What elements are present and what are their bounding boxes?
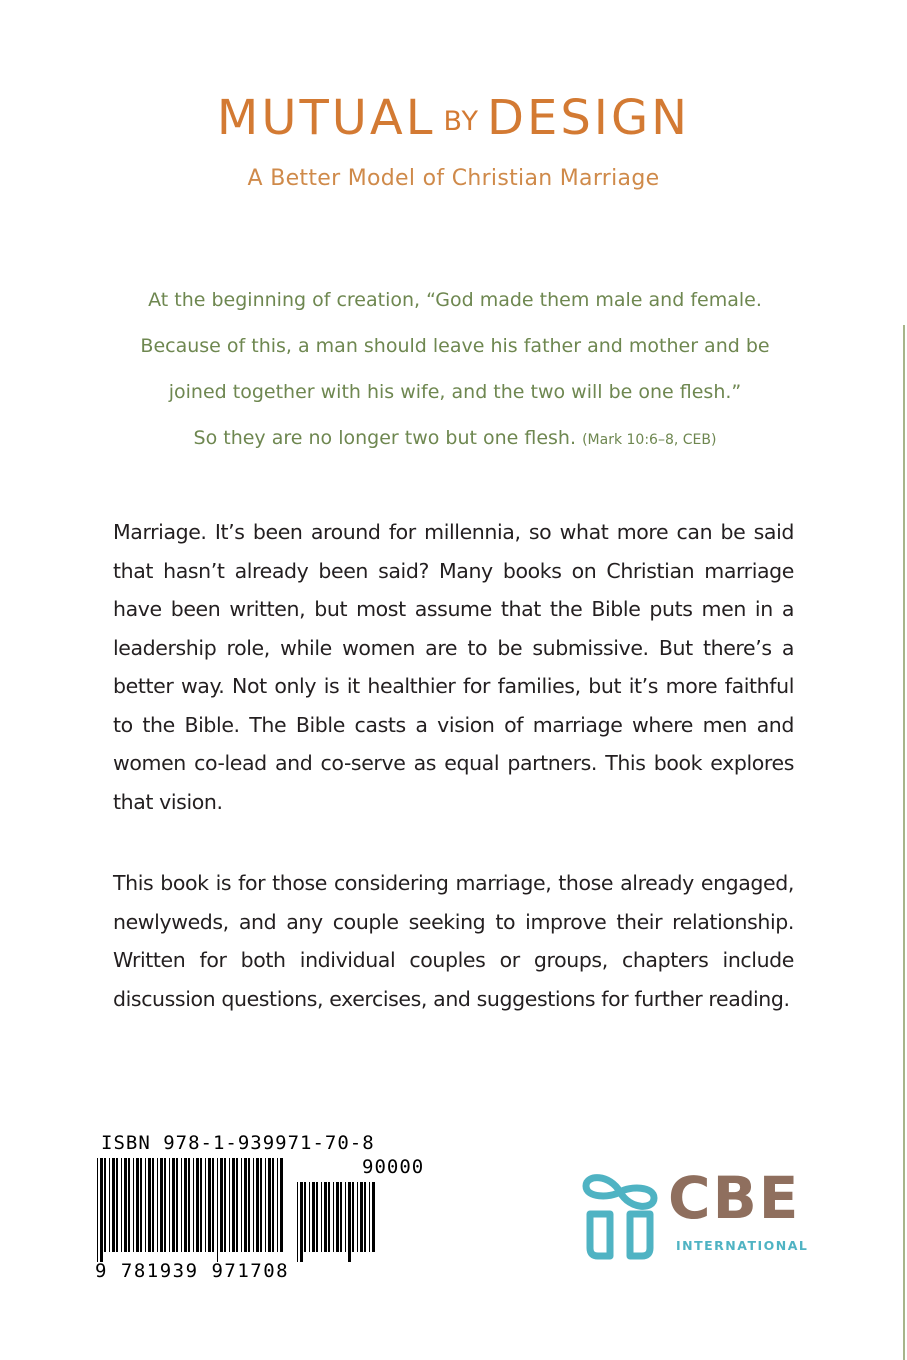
barcode-bar xyxy=(345,1182,346,1252)
barcode-bar xyxy=(152,1158,154,1252)
barcode-bar xyxy=(369,1182,370,1252)
description-paragraph-2: This book is for those considering marriage, those already engaged, newlyweds, and any couple seeking to improve their relationship. Written for both individual couples or groups, chapters include discussion questions, exercises, and suggestions for further reading. xyxy=(113,871,794,1011)
barcode-bar xyxy=(265,1158,266,1252)
title-by: BY xyxy=(443,106,480,137)
publisher-logo xyxy=(580,1164,820,1268)
barcode-bar xyxy=(140,1158,142,1252)
barcode-bar xyxy=(200,1158,202,1252)
barcode-bar xyxy=(312,1182,315,1252)
barcode-bar xyxy=(224,1158,226,1252)
barcode-bar xyxy=(333,1182,334,1252)
barcode-bar xyxy=(208,1158,211,1252)
isbn-label: ISBN 978-1-939971-70-8 xyxy=(101,1132,375,1154)
barcode-bar xyxy=(212,1158,214,1252)
barcode-bar xyxy=(236,1158,238,1252)
barcode-bar xyxy=(309,1182,310,1252)
spine-edge-line xyxy=(903,325,905,1360)
barcode-bar xyxy=(176,1158,178,1252)
barcode-bar xyxy=(128,1158,130,1252)
barcode-bar xyxy=(157,1158,158,1252)
barcode-bar xyxy=(193,1158,194,1252)
barcode-bar xyxy=(116,1158,118,1252)
quote-citation: (Mark 10:6–8, CEB) xyxy=(582,432,717,448)
barcode-bar xyxy=(184,1158,187,1252)
scripture-quote xyxy=(85,277,825,463)
barcode-bar xyxy=(232,1158,235,1252)
book-title xyxy=(0,90,907,146)
barcode-bar xyxy=(253,1158,254,1252)
description-paragraph-1: Marriage. It’s been around for millennia, so what more can be said that hasn’t already been said? Many books on Christian marriage have been written, but most assume that the Bible puts men in a leadership role, while women are to be submissive. But there’s a better way. Not only is it healthier for families, but it’s more faithful to the Bible. The Bible casts a vision of marriage where men and women co-lead and co-serve as equal partners. This book explores that vision. xyxy=(113,520,794,814)
ean-digits: 9 781939 971708 xyxy=(95,1260,290,1282)
barcode-bar xyxy=(229,1158,230,1252)
barcode-bar xyxy=(357,1182,358,1252)
barcode-bar xyxy=(268,1158,271,1252)
barcode-bar xyxy=(188,1158,190,1252)
barcode-bar xyxy=(340,1182,342,1252)
barcode-bar xyxy=(321,1182,322,1252)
barcode-bar xyxy=(121,1158,122,1252)
barcode-bar xyxy=(280,1158,283,1252)
barcode-bar xyxy=(324,1182,327,1252)
barcode-bar xyxy=(256,1158,259,1252)
quote-line-4 xyxy=(85,415,825,463)
barcode-bar xyxy=(169,1158,170,1252)
barcode-bar xyxy=(205,1158,206,1252)
barcode-bar xyxy=(148,1158,151,1252)
barcode-bar xyxy=(145,1158,146,1252)
barcode-bar xyxy=(260,1158,262,1252)
barcode-bar xyxy=(348,1182,351,1262)
barcode-bar xyxy=(304,1182,306,1252)
barcode-bar xyxy=(316,1182,318,1252)
barcode-bar xyxy=(328,1182,330,1252)
quote-line-2: Because of this, a man should leave his father and mother and be xyxy=(140,335,770,357)
barcode-bar xyxy=(272,1158,274,1252)
ean-barcode-bars xyxy=(95,1158,285,1262)
title-design: DESIGN xyxy=(487,90,691,146)
barcode-bar xyxy=(244,1158,247,1252)
barcode-bar xyxy=(181,1158,182,1252)
barcode-bar xyxy=(220,1158,223,1252)
barcode-bar xyxy=(160,1158,163,1252)
price-code: 90000 xyxy=(362,1156,425,1178)
barcode-bar xyxy=(172,1158,175,1252)
barcode-bar xyxy=(100,1158,103,1262)
barcode-bar xyxy=(97,1158,98,1262)
barcode-bar xyxy=(248,1158,250,1252)
barcode-bar xyxy=(164,1158,166,1252)
barcode-bar xyxy=(300,1182,303,1262)
barcode-bar xyxy=(112,1158,115,1252)
barcode-bar xyxy=(297,1182,298,1262)
isbn-barcode xyxy=(95,1132,425,1282)
quote-line-1: At the beginning of creation, “God made them male and female. xyxy=(148,289,762,311)
addon-barcode-bars xyxy=(295,1182,379,1262)
barcode-bar xyxy=(372,1182,375,1252)
book-subtitle: A Better Model of Christian Marriage xyxy=(247,166,660,191)
cbe-mark-icon xyxy=(580,1168,660,1264)
publisher-subname: INTERNATIONAL xyxy=(676,1238,809,1253)
barcode-bar xyxy=(241,1158,242,1252)
quote-line-3: joined together with his wife, and the two will be one flesh.” xyxy=(168,381,742,403)
barcode-bar xyxy=(109,1158,110,1252)
barcode-bar xyxy=(352,1182,354,1252)
barcode-bar xyxy=(360,1182,363,1252)
quote-line-4-text: So they are no longer two but one flesh. xyxy=(193,427,577,449)
barcode-bar xyxy=(104,1158,106,1252)
barcode-bar xyxy=(277,1158,278,1252)
barcode-bar xyxy=(133,1158,134,1252)
barcode-bar xyxy=(336,1182,339,1252)
barcode-bar xyxy=(124,1158,127,1252)
barcode-bar xyxy=(364,1182,366,1252)
barcode-bar xyxy=(196,1158,199,1252)
barcode-bar xyxy=(136,1158,139,1252)
publisher-name: CBE xyxy=(668,1164,801,1232)
title-mutual: MUTUAL xyxy=(216,90,436,146)
barcode-bar xyxy=(217,1158,218,1262)
